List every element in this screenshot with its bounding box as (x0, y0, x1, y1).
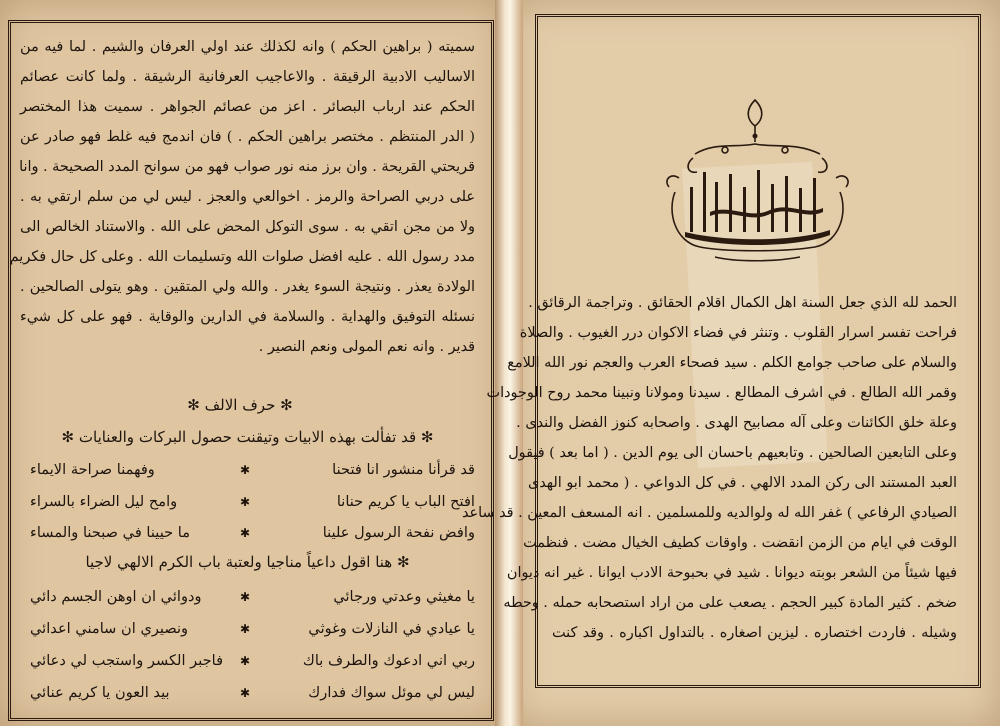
text-line: الاساليب الادبية الرقيقة . والاعاجيب العرفانية الرشيقة . ولما كانت عصائم (20, 69, 475, 85)
verse-first-hemistich: يا مغيثي وعدتي ورجائي (333, 588, 475, 605)
verse-second-hemistich: ودوائي ان اوهن الجسم دائي (30, 588, 202, 605)
star-icon: ✱ (240, 590, 251, 604)
basmala-ornament-icon (655, 92, 860, 267)
text-line: الحكم عند ارباب البصائر . اعز من عصائم الجواهر . سميت هذا المختصر (20, 99, 475, 115)
verse-intro-2 (20, 553, 475, 571)
text-line: فيها شيئاً من الشعر بوبته ديوانا . شيد في بحبوحة الادب ايوانا . غير انه ديوان (506, 565, 957, 581)
verse-first-hemistich: ربي اني ادعوك والطرف باك (302, 652, 475, 669)
verse-second-hemistich: وامح ليل الضراء بالسراء (30, 493, 178, 510)
text-line: العبد المستند الى ركن المدد الالهي . في كل الدواعي . ( محمد ابو الهدى (527, 475, 957, 491)
verse-intro-text: هنا اقول داعياً مناجيا ولعتبة باب الكرم الالهي لاجيا (85, 553, 393, 571)
ornament-icon: ✻ (275, 396, 293, 414)
star-icon: ✱ (240, 495, 251, 509)
right-page-body (461, 288, 957, 648)
text-line: وعلة خلق الكائنات وعلى آله مصابيح الهدى . واصحابه كنوز الفضل والندى . (516, 415, 957, 431)
verse-intro-text: قد تفألت بهذه الابيات وتيقنت حصول البركات والعنايات (78, 428, 417, 446)
ornament-icon: ✻ (416, 428, 434, 446)
ornament-icon: ✻ (392, 553, 410, 571)
text-line: نسئله التوفيق والهداية . والسلامة في الدارين والوقاية . فهو على كل شيء (20, 309, 475, 325)
star-icon: ✱ (240, 526, 251, 540)
text-line: الصيادي الرفاعي ) غفر الله له ولوالديه وللمسلمين . انه المسعف المعين . قد ساعد (461, 505, 957, 521)
verse-line (20, 616, 475, 646)
verse-second-hemistich: ما حيينا في صبحنا والمساء (30, 524, 191, 541)
star-icon: ✱ (240, 622, 251, 636)
text-line: سميته ( براهين الحكم ) وانه لكذلك عند اولي العرفان والشيم . لما فيه من (20, 39, 475, 55)
section-heading (140, 396, 340, 414)
text-line: وعلى التابعين الصالحين . وتابعيهم باحسان الى يوم الدين . ( اما بعد ) فيقول (508, 445, 957, 461)
left-page-body (9, 32, 475, 362)
text-line: والسلام على صاحب جوامع الكلم . سيد فصحاء العرب والعجم نور الله اللامع (507, 355, 957, 371)
verse-line (20, 648, 475, 678)
verse-first-hemistich: قد قرأنا منشور انا فتحنا (332, 461, 475, 478)
verse-second-hemistich: وفهمنا صراحة الايماء (30, 461, 155, 478)
text-line: وقمر الله الطالع . في اشرف المطالع . سيدنا ومولانا ونبينا محمد روح الوجودات (486, 385, 957, 401)
verse-line (20, 457, 475, 487)
ornament-icon: ✻ (61, 428, 75, 446)
verse-first-hemistich: افتح الباب يا كريم حنانا (336, 493, 475, 510)
star-icon: ✱ (240, 463, 251, 477)
verse-line (20, 489, 475, 519)
verse-first-hemistich: ليس لي موئل سواك فدارك (308, 684, 475, 701)
text-line: ضخم . كثير المادة كبير الحجم . يصعب على من اراد استصحابه حمله . وحطه (503, 595, 957, 611)
ornament-icon: ✻ (187, 396, 200, 414)
verse-second-hemistich: فاجبر الكسر واستجب لي دعائي (30, 652, 224, 669)
text-line: الولادة يعذر . ونتيجة السوء يغدر . والله ولي المتقين . وهو يتولى الصالحين . (20, 279, 475, 295)
text-line: مدد رسول الله . عليه افضل صلوات الله وتسليمات الله . وعلى كل حال فكريم (9, 249, 475, 265)
section-heading-text: حرف الالف (204, 396, 276, 414)
text-line: ولا من مجن اتقي به . سوى التوكل المحض على الله . والاستناد الخالص الى (20, 219, 475, 235)
text-line: الوقت في ايام من الزمن انقضت . واوقات كطيف الخيال مضت . فنظمت (523, 535, 957, 551)
verse-second-hemistich: بيد العون يا كريم عنائي (30, 684, 170, 701)
text-line: وشيله . فاردت اختصاره . ليزين اصغاره . بالتداول اكباره . وقد كنت (552, 625, 957, 641)
star-icon: ✱ (240, 686, 251, 700)
verse-line (20, 584, 475, 614)
verse-intro-1 (20, 428, 475, 446)
verse-first-hemistich: يا عيادي في النازلات وغوثي (308, 620, 475, 637)
star-icon: ✱ (240, 654, 251, 668)
text-line: فراحت تفسر اسرار القلوب . وتنثر في فضاء الاكوان درر الغيوب . والصلاة (519, 325, 957, 341)
verse-second-hemistich: ونصيري ان سامني اعدائي (30, 620, 189, 637)
verse-line (20, 520, 475, 550)
text-line: على دربي الصراحة والرمز . اخوالعي والعجز . ليس لي من سلم ارتقي به . (20, 189, 475, 205)
text-line: قريحتي القريحة . وان برز منه نور صواب فهو من سوانح المدد الصحيحة . وانا (19, 159, 475, 175)
text-line: قدير . وانه نعم المولى ونعم النصير . (258, 339, 475, 355)
verse-first-hemistich: وافض نفحة الرسول علينا (322, 524, 475, 541)
verse-line (20, 680, 475, 710)
text-line: ( الدر المنتظم . مختصر براهين الحكم . ) فان اندمج فيه غلط فهو صادر عن (20, 129, 475, 145)
text-line: الحمد لله الذي جعل السنة اهل الكمال اقلام الحقائق . وتراجمة الرقائق . (528, 295, 957, 311)
